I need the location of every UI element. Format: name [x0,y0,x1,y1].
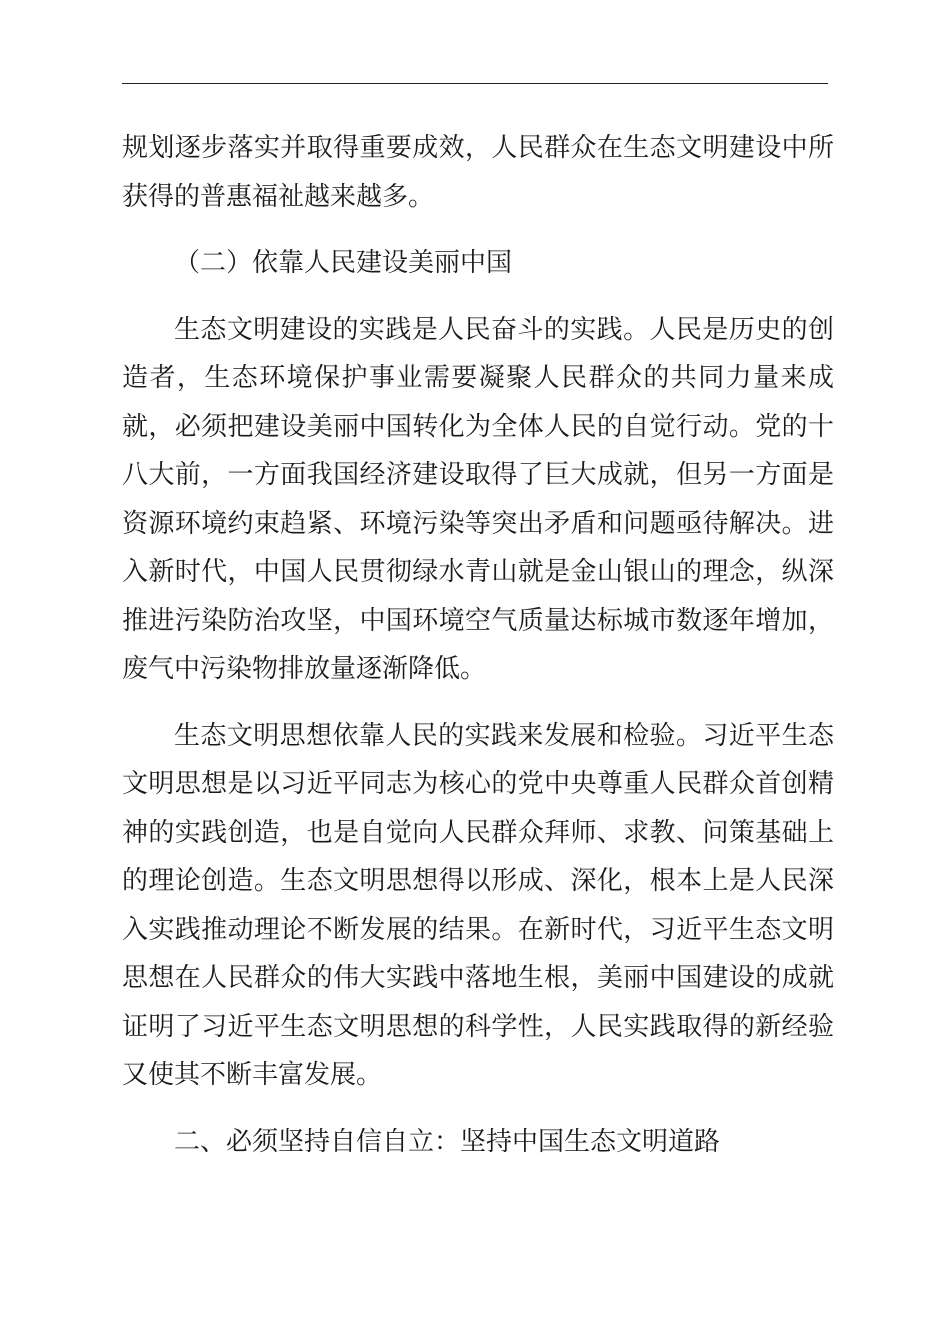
section-heading-2-2: （二）依靠人民建设美丽中国 [174,248,513,278]
paragraph-practice: 生态文明建设的实践是人民奋斗的实践。人民是历史的创造者，生态环境保护事业需要凝聚人民群众的共同力量来成就，必须把建设美丽中国转化为全体人民的自觉行动。党的十八大前，一方面我国经济建设取得了巨大成就，但另一方面是资源环境约束趋紧、环境污染等突出矛盾和问题亟待解决。进入新时代，中国人民贯彻绿水青山就是金山银山的理念，纵深推进污染防治攻坚，中国环境空气质量达标城市数逐年增加，废气中污染物排放量逐渐降低。 [122,314,834,684]
paragraph-continued: 规划逐步落实并取得重要成效，人民群众在生态文明建设中所获得的普惠福祉越来越多。 [122,133,834,212]
section-heading-2: 二、必须坚持自信自立：坚持中国生态文明道路 [174,1126,721,1157]
document-body [122,124,834,1166]
header-rule [122,83,828,84]
paragraph-thought: 生态文明思想依靠人民的实践来发展和检验。习近平生态文明思想是以习近平同志为核心的党中央尊重人民群众首创精神的实践创造，也是自觉向人民群众拜师、求教、问策基础上的理论创造。生态文明思想得以形成、深化，根本上是人民深入实践推动理论不断发展的结果。在新时代，习近平生态文明思想在人民群众的伟大实践中落地生根，美丽中国建设的成就证明了习近平生态文明思想的科学性，人民实践取得的新经验又使其不断丰富发展。 [122,720,834,1090]
